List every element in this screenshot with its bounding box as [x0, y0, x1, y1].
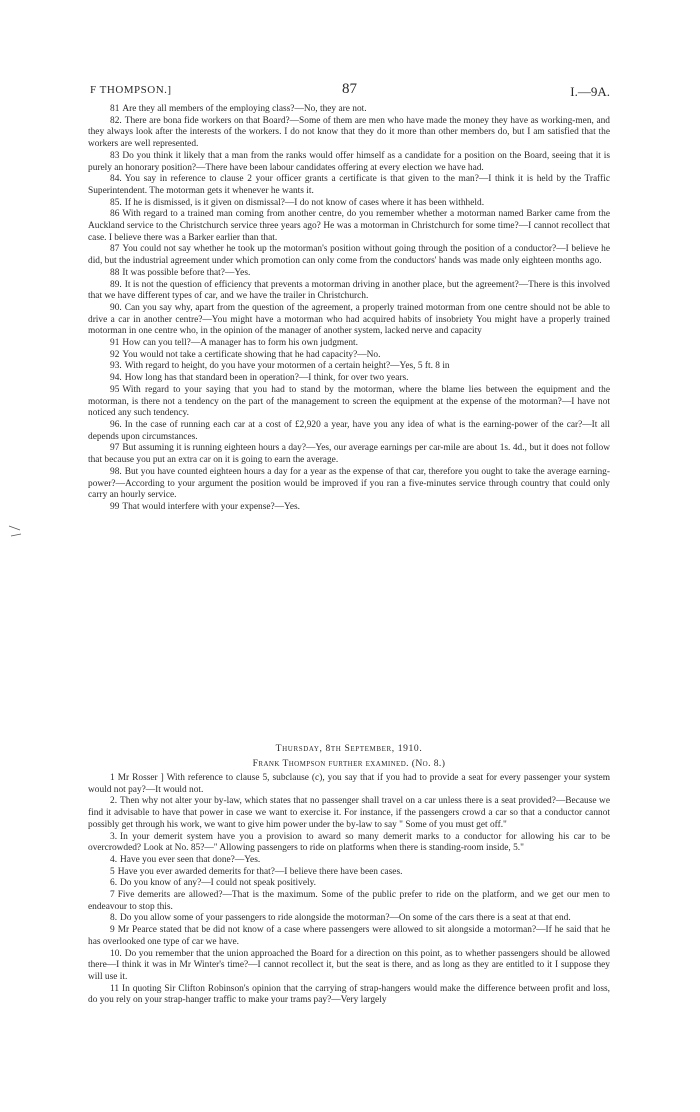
- question-number: 7: [110, 890, 115, 901]
- question-answer-text: If he is dismissed, is it given on dismissal?—I do not know of cases where it has been withheld.: [124, 197, 485, 208]
- question-answer-text: How can you tell?—A manager has to form his own judgment.: [122, 338, 359, 349]
- question-answer-text: You say in reference to clause 2 your officer grants a certificate is that given to the man?—I think it is held by the Traffic Superintendent. The motorman gets it whenever he wants it.: [88, 174, 610, 196]
- question-answer-paragraph: [88, 443, 610, 466]
- question-answer-paragraph: [88, 984, 610, 1007]
- question-answer-paragraph: [88, 116, 610, 151]
- question-answer-text: Do you know of any?—I could not speak positively.: [120, 878, 317, 889]
- testimony-section-1: [88, 104, 610, 514]
- question-answer-text: With regard to height, do you have your motormen of a certain height?—Yes, 5 ft. 8 in: [124, 361, 450, 372]
- question-number: 1: [110, 773, 115, 783]
- hearing-date-heading: Thursday, 8th September, 1910.: [275, 743, 423, 754]
- question-answer-paragraph: [88, 796, 610, 831]
- question-answer-paragraph: [88, 867, 610, 879]
- question-answer-text: Have you ever seen that done?—Yes.: [120, 854, 261, 865]
- question-number: 91: [110, 338, 120, 349]
- question-answer-text: Five demerits are allowed?—That is the maximum. Some of the public prefer to ride on the platform, and we get our men to endeavour to stop this.: [88, 890, 610, 912]
- question-answer-paragraph: [88, 855, 610, 867]
- page-header: [90, 81, 610, 100]
- question-answer-text: It was possible before that?—Yes.: [122, 267, 251, 278]
- question-answer-text: Can you say why, apart from the question of the agreement, a properly trained motorman from one centre should not be able to drive a car in another centre?—You might have a motorman who had acquired habits of insobriety You might have a properly trained motorman in one centre who, in the opinion of the manager of another system, lacked nerve and capacity: [88, 302, 610, 337]
- question-answer-text: How long has that standard been in operation?—I think, for over two years.: [124, 373, 409, 384]
- question-answer-paragraph: [88, 338, 610, 350]
- question-answer-paragraph: [88, 244, 610, 267]
- question-answer-paragraph: [88, 949, 610, 984]
- question-answer-paragraph: [88, 174, 610, 197]
- question-answer-paragraph: [88, 361, 610, 373]
- question-number: 82.: [110, 115, 122, 126]
- question-number: 8.: [110, 913, 118, 924]
- question-answer-text: Mr Pearce stated that be did not know of a case where passengers were allowed to sit alongside a motorman?—If he said that he has overlooked one type of car we have.: [88, 925, 610, 947]
- question-answer-paragraph: [88, 773, 610, 796]
- question-number: 94.: [110, 373, 122, 384]
- question-answer-paragraph: [88, 467, 610, 502]
- question-answer-text: In the case of running each car at a cost of £2,920 a year, have you any idea of what is the earning-power of the car?—It all depends upon circumstances.: [88, 419, 610, 442]
- question-answer-paragraph: [88, 268, 610, 280]
- question-answer-text: Do you allow some of your passengers to ride alongside the motorman?—On some of the cars there is a seat at that end.: [120, 913, 571, 924]
- question-answer-paragraph: [88, 385, 610, 420]
- question-number: 86: [110, 209, 120, 220]
- question-answer-text: Mr Rosser ] With reference to clause 5, subclause (c), you say that if you had to provide a seat for every passenger your system would not pay?—It would not.: [88, 773, 610, 795]
- paper-reference: I.—9A.: [570, 84, 610, 99]
- question-number: 93.: [110, 361, 122, 372]
- question-number: 89.: [110, 279, 122, 290]
- question-answer-paragraph: [88, 925, 610, 948]
- question-answer-text: Then why not alter your by-law, which states that no passenger shall travel on a car unless there is a seat provided?—Because we find it advisable to have that power in case we want to exercise it. For instance, if the passengers crowd a car so that a conductor cannot possibly get through his work, we want to give him power under the by-law to say " Some of you must get off.": [88, 796, 610, 830]
- question-number: 10.: [110, 948, 122, 959]
- header-witness-name: F THOMPSON.]: [90, 84, 172, 96]
- question-answer-text: You would not take a certificate showing that he had capacity?—No.: [122, 349, 381, 360]
- question-number: 99: [110, 501, 120, 512]
- question-number: 2.: [110, 796, 118, 807]
- margin-pen-mark: [8, 522, 22, 542]
- question-answer-text: You could not say whether he took up the motorman's position without going through the position of a conductor?—I believe he did, but the industrial agreement under which promotion can only come from the conductors' hands was made only eighteen months ago.: [88, 244, 610, 267]
- question-answer-text: In your demerit system have you a provision to award so many demerit marks to a conductor for allowing his car to be overcrowded? Look at No. 85?—" Allowing passengers to ride on platforms when there is standing-room inside, 5.": [88, 831, 610, 854]
- question-answer-paragraph: [88, 198, 610, 210]
- question-number: 95: [110, 384, 120, 395]
- question-number: 83: [110, 150, 120, 161]
- question-number: 4.: [110, 854, 118, 865]
- question-answer-text: It is not the question of efficiency that prevents a motorman driving in another place, but the agreement?—There is this involved that we have different types of car, and we have the trailer in Christchurch.: [88, 279, 610, 302]
- question-number: 98.: [110, 466, 122, 477]
- question-answer-text: Have you ever awarded demerits for that?—I believe there have been cases.: [117, 866, 403, 877]
- question-number: 88: [110, 267, 120, 278]
- question-answer-paragraph: [88, 913, 610, 925]
- question-number: 92: [110, 349, 120, 360]
- question-answer-paragraph: [88, 878, 610, 890]
- question-answer-text: Do you remember that the union approached the Board for a direction on this point, as to whether passengers should be allowed there—I think it was in Mr Winter's time?—I cannot recollect it, but the seat is there, and as long as they are entitled to it I suppose they will use it.: [88, 948, 610, 982]
- question-number: 84.: [110, 174, 122, 185]
- question-answer-text: But assuming it is running eighteen hours a day?—Yes, our average earnings per car-mile are about 1s. 4d., but it does not follow that because you put an extra car on it is going to earn the average.: [88, 443, 610, 466]
- page-number: 87: [342, 81, 357, 97]
- question-answer-text: In quoting Sir Clifton Robinson's opinion that the carrying of strap-hangers would make the difference between profit and loss, do you rely on your strap-hanger traffic to make your trams pay?—Very largely: [88, 983, 610, 1006]
- question-answer-paragraph: [88, 303, 610, 338]
- question-number: 9: [110, 925, 115, 936]
- question-number: 6.: [110, 878, 118, 889]
- question-number: 81: [110, 104, 120, 114]
- question-answer-text: With regard to a trained man coming from another centre, do you remember whether a motorman named Barker came from the Auckland service to the Christchurch service three years ago? He was a motorman in Christchurch for some time?—I cannot recollect that case. I believe there was a Barker earlier than that.: [88, 209, 610, 243]
- question-number: 87: [110, 244, 120, 255]
- question-answer-text: With regard to your saying that you had to stand by the motorman, where the blame lies between the equipment and the motorman, is there not a tendency on the part of the management to screen the equipment at the expense of the motorman?—I have not noticed any such tendency.: [88, 384, 610, 419]
- question-answer-paragraph: [88, 373, 610, 385]
- question-number: 5: [110, 866, 115, 877]
- question-answer-paragraph: [88, 420, 610, 443]
- question-answer-text: But you have counted eighteen hours a day for a year as the expense of that car, therefore you ought to take the average earning-power?—According to your argument the position would be improved if you ran a five-minutes service through country that could only carry an hourly service.: [88, 466, 610, 501]
- question-answer-text: There are bona fide workers on that Board?—Some of them are men who have made the money they have as working-men, and they always look after the interests of the workers. I do not know that they do it more than other members do, but I am satisfied that the workers are well represented.: [88, 115, 610, 150]
- question-answer-paragraph: [88, 502, 610, 514]
- question-answer-paragraph: [88, 280, 610, 303]
- question-number: 11: [110, 983, 120, 994]
- question-answer-paragraph: [88, 104, 610, 116]
- question-answer-paragraph: [88, 151, 610, 174]
- question-answer-paragraph: [88, 350, 610, 362]
- question-number: 96.: [110, 419, 122, 430]
- question-number: 85.: [110, 197, 122, 208]
- question-answer-text: That would interfere with your expense?—Yes.: [122, 501, 301, 512]
- witness-subheading: Frank Thompson further examined. (No. 8.): [252, 758, 446, 769]
- question-answer-paragraph: [88, 890, 610, 913]
- question-answer-paragraph: [88, 209, 610, 244]
- question-number: 3.: [110, 831, 118, 842]
- testimony-section-2: [88, 773, 610, 1007]
- question-answer-text: Are they all members of the employing class?—No, they are not.: [122, 104, 367, 114]
- question-answer-text: Do you think it likely that a man from the ranks would offer himself as a candidate for a position on the Board, seeing that it is purely an honorary position?—There have been labour candidates offering at every election we have had.: [88, 150, 610, 173]
- question-answer-paragraph: [88, 832, 610, 855]
- question-number: 90.: [110, 302, 122, 313]
- question-number: 97: [110, 443, 120, 454]
